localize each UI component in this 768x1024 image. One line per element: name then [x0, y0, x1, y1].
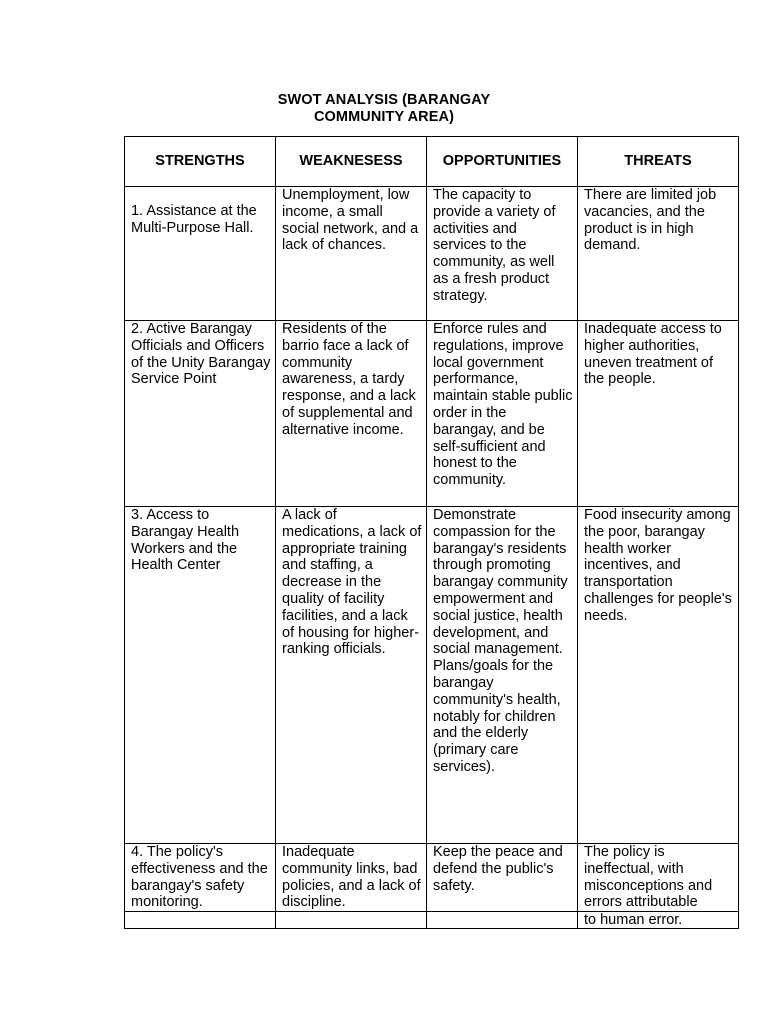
header-row	[125, 137, 739, 187]
strengths-cell: 2. Active Barangay Officials and Officers of the Unity Barangay Service Point	[125, 321, 276, 507]
threats-cell: Food insecurity among the poor, barangay health worker incentives, and transportation challenges for people's needs.	[578, 507, 739, 844]
weaknesses-cell: A lack of medications, a lack of appropriate training and staffing, a decrease in the quality of facility facilities, and a lack of housing for higher-ranking officials.	[276, 507, 427, 844]
threats-cell: There are limited job vacancies, and the product is in high demand.	[578, 187, 739, 321]
strengths-cell: 4. The policy's effectiveness and the barangay's safety monitoring.	[125, 844, 276, 912]
document-title	[0, 92, 768, 126]
threats-cell-continuation: to human error.	[578, 912, 739, 929]
table-row	[125, 844, 739, 912]
table-row	[125, 321, 739, 507]
table-row	[125, 187, 739, 321]
strengths-cell: 1. Assistance at the Multi-Purpose Hall.	[125, 187, 276, 321]
opportunities-cell: Demonstrate compassion for the barangay's residents through promoting barangay community empowerment and social justice, health development, and social management. Plans/goals for the barangay community's health, notably for children and the elderly (primary care services).	[427, 507, 578, 844]
title-line-1: SWOT ANALYSIS (BARANGAY	[277, 92, 491, 108]
table-row	[125, 507, 739, 844]
strengths-cell: 3. Access to Barangay Health Workers and the Health Center	[125, 507, 276, 844]
weaknesses-cell: Residents of the barrio face a lack of community awareness, a tardy response, and a lack of supplemental and alternative income.	[276, 321, 427, 507]
threats-cell: Inadequate access to higher authorities, uneven treatment of the people.	[578, 321, 739, 507]
swot-table	[124, 136, 739, 929]
header-strengths: STRENGTHS	[125, 137, 276, 187]
empty-cell	[125, 912, 276, 929]
opportunities-cell: Enforce rules and regulations, improve local government performance, maintain stable public order in the barangay, and be self-sufficient and honest to the community.	[427, 321, 578, 507]
weaknesses-cell: Unemployment, low income, a small social network, and a lack of chances.	[276, 187, 427, 321]
header-threats: THREATS	[578, 137, 739, 187]
threats-cell: The policy is ineffectual, with misconceptions and errors attributable	[578, 844, 739, 912]
empty-cell	[427, 912, 578, 929]
title-line-2: COMMUNITY AREA)	[313, 109, 455, 125]
opportunities-cell: The capacity to provide a variety of activities and services to the community, as well as a fresh product strategy.	[427, 187, 578, 321]
header-weaknesses: WEAKNESESS	[276, 137, 427, 187]
header-opportunities: OPPORTUNITIES	[427, 137, 578, 187]
weaknesses-cell: Inadequate community links, bad policies, and a lack of discipline.	[276, 844, 427, 912]
empty-cell	[276, 912, 427, 929]
table-row	[125, 912, 739, 929]
opportunities-cell: Keep the peace and defend the public's safety.	[427, 844, 578, 912]
